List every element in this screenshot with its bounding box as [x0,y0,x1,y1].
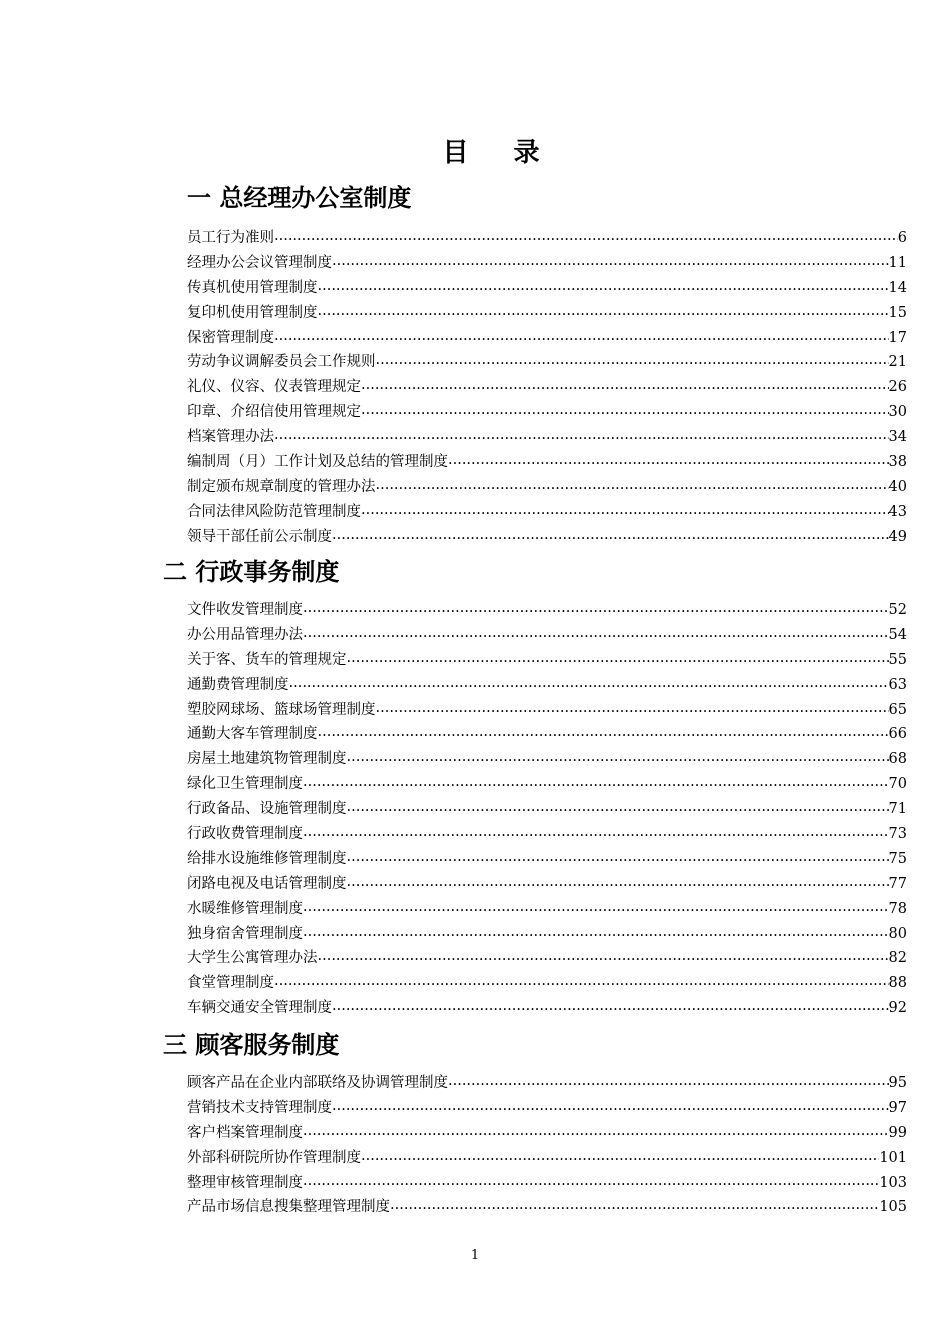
dot-leader [332,523,889,548]
toc-entry[interactable] [187,326,907,351]
toc-entry-page-number: 105 [879,1199,907,1216]
toc-entry-page-number: 65 [888,701,907,718]
section-heading: 三 顾客服务制度 [163,1031,340,1059]
dot-leader [332,249,889,274]
toc-entry-title: 营销技术支持管理制度 [187,1099,332,1116]
section-administrative-affairs [163,554,907,1021]
toc-entry-page-number: 43 [888,503,907,520]
toc-entry[interactable] [187,475,907,500]
toc-entry-page-number: 97 [888,1099,907,1116]
toc-entry-page-number: 26 [888,379,907,396]
toc-entry[interactable] [187,797,907,822]
dot-leader [303,895,889,920]
toc-entry[interactable] [187,400,907,425]
dot-leader [318,944,889,969]
dot-leader [361,498,889,523]
section-general-office [187,180,907,550]
dot-leader [303,621,889,646]
toc-entry[interactable] [187,772,907,797]
toc-entry-page-number: 75 [888,850,907,867]
toc-entry-page-number: 63 [888,676,907,693]
toc-entry-page-number: 103 [879,1174,907,1191]
dot-leader [376,473,889,498]
dot-leader [361,373,889,398]
dot-leader [274,969,889,994]
toc-entry[interactable] [187,276,907,301]
toc-entry-page-number: 17 [888,329,907,346]
toc-entry-page-number: 21 [888,354,907,371]
toc-entry-title: 合同法律风险防范管理制度 [187,503,361,520]
toc-entry[interactable] [187,450,907,475]
dot-leader [289,671,889,696]
toc-entry[interactable] [187,922,907,947]
toc-entry[interactable] [187,598,907,623]
toc-entry[interactable] [187,1195,907,1220]
dot-leader [390,1193,879,1218]
toc-entry-page-number: 6 [897,230,907,246]
toc-entry-title: 行政收费管理制度 [187,826,303,843]
section-entries [187,1071,907,1220]
toc-entry-title: 复印机使用管理制度 [187,304,318,321]
dot-leader [448,448,889,473]
dot-leader [274,224,898,249]
toc-entry-page-number: 52 [888,602,907,618]
dot-leader [347,845,889,870]
dot-leader [303,820,889,845]
toc-entry[interactable] [187,996,907,1021]
toc-entry[interactable] [187,897,907,922]
toc-entry-title: 保密管理制度 [187,329,274,346]
toc-entry-title: 通勤费管理制度 [187,676,289,693]
toc-entry-page-number: 66 [888,726,907,743]
toc-entry-page-number: 15 [888,304,907,321]
dot-leader [361,1144,879,1169]
toc-entry-title: 外部科研院所协作管理制度 [187,1149,361,1166]
toc-entry-title: 塑胶网球场、篮球场管理制度 [187,701,376,718]
toc-entry-title: 编制周（月）工作计划及总结的管理制度 [187,454,448,471]
toc-entry[interactable] [187,1146,907,1171]
toc-entry-page-number: 38 [888,454,907,471]
toc-entry[interactable] [187,226,907,251]
footer-page-number: 1 [470,1248,480,1263]
dot-leader [361,398,889,423]
toc-entry-title: 大学生公寓管理办法 [187,950,318,967]
toc-entry[interactable] [187,500,907,525]
toc-entry[interactable] [187,648,907,673]
dot-leader [303,920,889,945]
toc-entry-page-number: 68 [888,751,907,768]
toc-entry[interactable] [187,1171,907,1196]
toc-entry-title: 整理审核管理制度 [187,1174,303,1191]
toc-entry-title: 领导干部任前公示制度 [187,528,332,545]
toc-title: 目 录 [442,138,558,168]
toc-entry[interactable] [187,425,907,450]
dot-leader [318,720,889,745]
dot-leader [347,795,889,820]
dot-leader [347,745,889,770]
section-heading: 一 总经理办公室制度 [187,184,412,212]
toc-entry[interactable] [187,1071,907,1096]
dot-leader [303,770,889,795]
dot-leader [318,299,889,324]
toc-entry-title: 水暖维修管理制度 [187,900,303,917]
toc-entry[interactable] [187,673,907,698]
toc-entry-page-number: 55 [888,651,907,668]
toc-entry-title: 礼仪、仪容、仪表管理规定 [187,379,361,396]
toc-entry-page-number: 49 [888,528,907,545]
toc-entry[interactable] [187,822,907,847]
section-customer-service [163,1027,907,1220]
toc-entry-page-number: 101 [879,1149,907,1166]
dot-leader [376,348,889,373]
toc-entry[interactable] [187,623,907,648]
dot-leader [376,696,889,721]
toc-entry-page-number: 70 [888,776,907,793]
toc-entry-title: 传真机使用管理制度 [187,279,318,296]
toc-entry-page-number: 34 [888,429,907,446]
section-heading: 二 行政事务制度 [163,558,340,586]
dot-leader [303,596,889,621]
toc-entry-title: 独身宿舍管理制度 [187,925,303,942]
toc-entry-title: 产品市场信息搜集整理管理制度 [187,1199,390,1216]
toc-entry-page-number: 73 [888,826,907,843]
toc-entry[interactable] [187,301,907,326]
toc-entry-title: 食堂管理制度 [187,975,274,992]
toc-entry-title: 员工行为准则 [187,230,274,246]
toc-entry-title: 行政备品、设施管理制度 [187,801,347,818]
toc-entry[interactable] [187,350,907,375]
dot-leader [303,1169,879,1194]
toc-entry-page-number: 78 [888,900,907,917]
dot-leader [274,423,889,448]
toc-entry-page-number: 40 [888,478,907,495]
toc-entry-page-number: 82 [888,950,907,967]
toc-entry-title: 制定颁布规章制度的管理办法 [187,478,376,495]
toc-entry-page-number: 14 [888,279,907,296]
dot-leader [448,1069,889,1094]
toc-entry[interactable] [187,1121,907,1146]
toc-entry-title: 通勤大客车管理制度 [187,726,318,743]
toc-entry-title: 文件收发管理制度 [187,602,303,618]
toc-entry[interactable] [187,946,907,971]
toc-entry-page-number: 80 [888,925,907,942]
section-entries [187,226,907,550]
toc-entry[interactable] [187,525,907,550]
dot-leader [347,870,889,895]
toc-entry-page-number: 99 [888,1124,907,1141]
toc-entry[interactable] [187,251,907,276]
toc-entry-page-number: 77 [888,875,907,892]
toc-entry[interactable] [187,872,907,897]
toc-entry-title: 闭路电视及电话管理制度 [187,875,347,892]
toc-entry-title: 绿化卫生管理制度 [187,776,303,793]
toc-entry-title: 办公用品管理办法 [187,626,303,643]
toc-entry-title: 档案管理办法 [187,429,274,446]
dot-leader [303,1119,889,1144]
toc-entry[interactable] [187,1096,907,1121]
toc-entry-page-number: 11 [888,254,907,271]
toc-entry-title: 印章、介绍信使用管理规定 [187,404,361,421]
dot-leader [332,1094,889,1119]
dot-leader [274,324,889,349]
toc-entry-page-number: 54 [888,626,907,643]
toc-entry-page-number: 88 [888,975,907,992]
toc-entry-page-number: 95 [888,1075,907,1091]
dot-leader [332,994,889,1019]
dot-leader [347,646,889,671]
toc-entry[interactable] [187,375,907,400]
dot-leader [318,274,889,299]
toc-entry-page-number: 92 [888,1000,907,1017]
toc-entry-title: 房屋土地建筑物管理制度 [187,751,347,768]
toc-entry-title: 关于客、货车的管理规定 [187,651,347,668]
toc-entry[interactable] [187,747,907,772]
toc-entry[interactable] [187,722,907,747]
toc-entry-title: 顾客产品在企业内部联络及协调管理制度 [187,1075,448,1091]
toc-entry-title: 客户档案管理制度 [187,1124,303,1141]
section-entries [187,598,907,1021]
toc-entry-title: 经理办公会议管理制度 [187,254,332,271]
toc-entry-title: 给排水设施维修管理制度 [187,850,347,867]
toc-entry-title: 劳动争议调解委员会工作规则 [187,354,376,371]
toc-entry-page-number: 71 [888,801,907,818]
toc-entry-title: 车辆交通安全管理制度 [187,1000,332,1017]
toc-entry[interactable] [187,698,907,723]
toc-entry[interactable] [187,847,907,872]
toc-entry[interactable] [187,971,907,996]
toc-entry-page-number: 30 [888,404,907,421]
